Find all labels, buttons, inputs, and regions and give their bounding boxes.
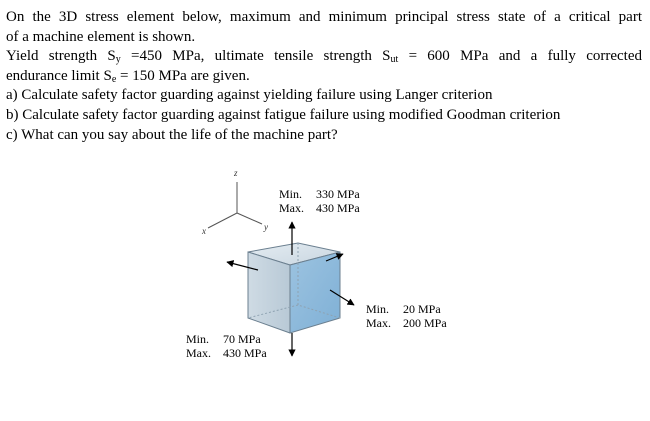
question-c: c) What can you say about the life of the machine part? (6, 126, 338, 143)
corrected-text: = 600 MPa and a fully corrected (398, 48, 643, 65)
right-max-value: 200 MPa (403, 316, 447, 330)
right-min-value: 20 MPa (403, 302, 441, 316)
z-axis-label: z (234, 168, 238, 178)
question-b: b) Calculate safety factor guarding against fatigue failure using modified Goodman criterion (6, 106, 561, 123)
right-min-label: Min. (366, 302, 390, 316)
top-max-value: 430 MPa (316, 201, 360, 215)
endurance-subscript: e (111, 73, 117, 85)
stress-cube (248, 243, 340, 333)
ultimate-text: =450 MPa, ultimate tensile strength S (120, 48, 391, 65)
cube-front-face (248, 252, 290, 333)
top-stress-label (279, 187, 360, 215)
top-min-label: Min. (279, 187, 303, 201)
endurance-value-text: = 150 MPa are given. (116, 67, 250, 84)
left-min-label: Min. (186, 332, 210, 346)
left-max-value: 430 MPa (223, 346, 267, 360)
problem-line-1: On the 3D stress element below, maximum and minimum principal stress state of a critical part (6, 9, 642, 25)
x-axis-label: x (202, 226, 206, 236)
problem-line-2: of a machine element is shown. (6, 28, 196, 45)
axes-triad (208, 182, 262, 228)
right-stress-label (366, 302, 447, 330)
question-a: a) Calculate safety factor guarding against yielding failure using Langer criterion (6, 87, 493, 104)
left-stress-label (186, 332, 267, 360)
top-min-value: 330 MPa (316, 187, 360, 201)
yield-text: Yield strength S (6, 48, 116, 65)
right-max-label: Max. (366, 316, 391, 330)
y-axis-label: y (264, 222, 268, 232)
left-max-label: Max. (186, 346, 211, 360)
endurance-text: endurance limit S (6, 67, 112, 84)
left-min-value: 70 MPa (223, 332, 261, 346)
yield-subscript: y (115, 54, 121, 66)
ultimate-subscript: ut (390, 54, 399, 66)
top-max-label: Max. (279, 201, 304, 215)
